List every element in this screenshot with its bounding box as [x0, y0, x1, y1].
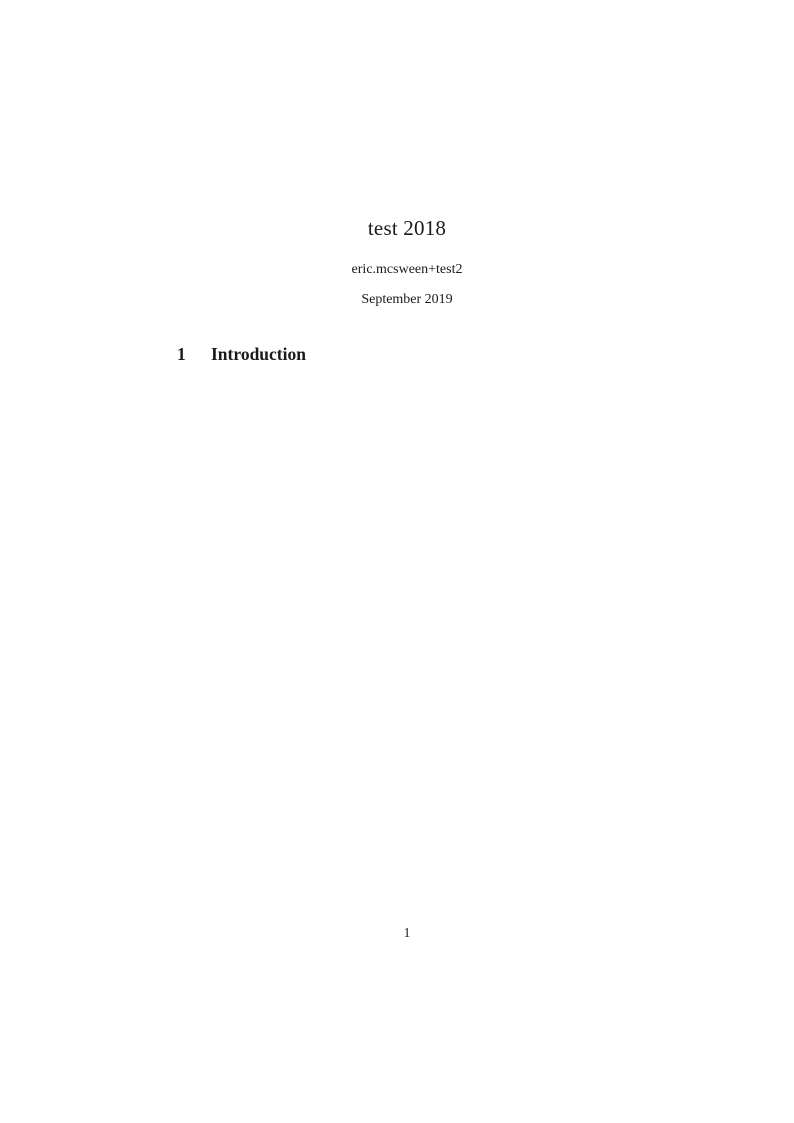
page-number: 1	[403, 925, 411, 940]
text-block	[177, 0, 637, 1123]
section-heading	[177, 344, 637, 365]
section-title: Introduction	[211, 344, 306, 364]
document-date: September 2019	[361, 292, 453, 307]
document-title: test 2018	[367, 216, 447, 240]
section-number: 1	[177, 344, 186, 364]
document-author: eric.mcsween+test2	[351, 262, 463, 277]
